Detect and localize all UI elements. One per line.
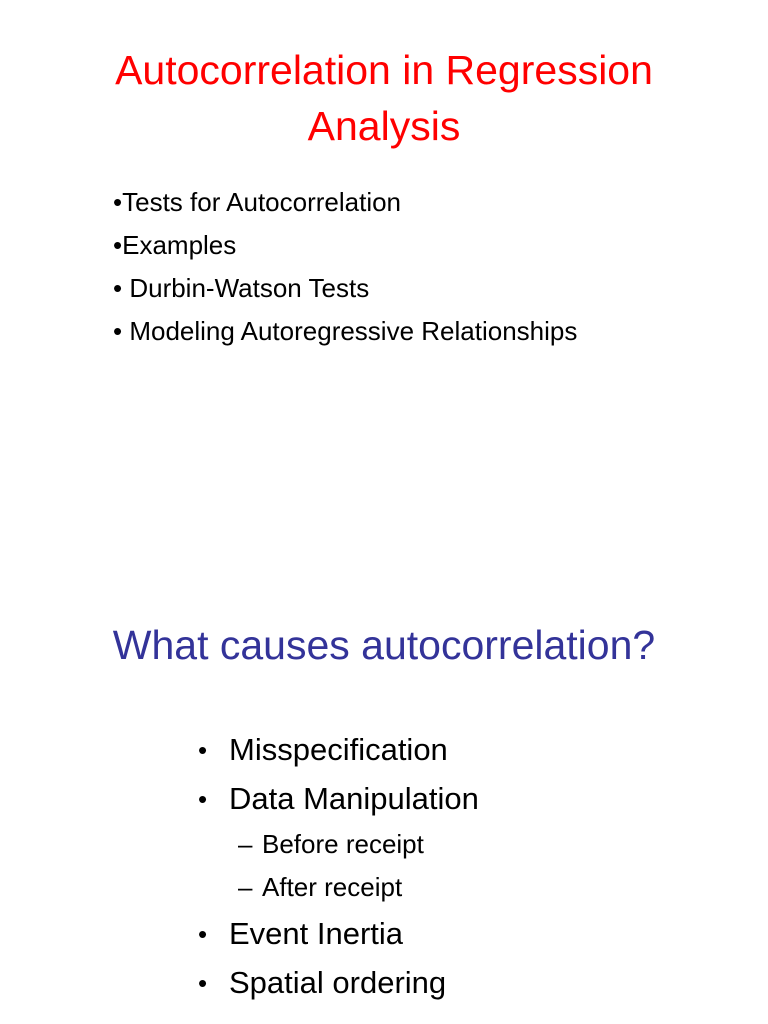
- slide-2-bullet-data-manipulation: [198, 777, 479, 826]
- sub-bullet-text: Before receipt: [262, 829, 424, 859]
- slide-2-bullet-spatial-ordering: [198, 961, 479, 1010]
- bullet-text: Event Inertia: [229, 916, 404, 951]
- slide-1-title: [0, 42, 768, 154]
- bullet-text: Spatial ordering: [229, 965, 447, 1000]
- slide-2-title: What causes autocorrelation?: [112, 622, 656, 668]
- slide-2-sub-bullet-before-receipt: [198, 826, 479, 869]
- bullet-glyph: •: [198, 968, 208, 998]
- slide-2-sub-bullet-after-receipt: [198, 869, 479, 912]
- slide-1-bullet-list: [113, 184, 577, 356]
- dash-glyph: –: [238, 829, 253, 859]
- bullet-text: Data Manipulation: [229, 781, 479, 816]
- dash-glyph: –: [238, 872, 253, 902]
- slide-2-bullet-event-inertia: [198, 912, 479, 961]
- slide-1-title-line-1: Autocorrelation in Regression: [115, 47, 653, 93]
- slide-2-bullet-misspecification: [198, 728, 479, 777]
- sub-bullet-text: After receipt: [262, 872, 403, 902]
- slide-1-bullet-examples: •Examples: [113, 230, 237, 260]
- slide-2: [0, 512, 768, 1024]
- bullet-text: Misspecification: [229, 732, 448, 767]
- slide-2-bullet-list: [198, 728, 479, 1010]
- bullet-glyph: •: [198, 735, 208, 765]
- slide-1-title-line-2: Analysis: [307, 103, 461, 149]
- bullet-glyph: •: [198, 784, 208, 814]
- slide-1-bullet-tests: •Tests for Autocorrelation: [113, 187, 402, 217]
- slide-1-bullet-durbin-watson: • Durbin-Watson Tests: [113, 273, 370, 303]
- bullet-glyph: •: [198, 919, 208, 949]
- slide-1-bullet-modeling: • Modeling Autoregressive Relationships: [113, 316, 578, 346]
